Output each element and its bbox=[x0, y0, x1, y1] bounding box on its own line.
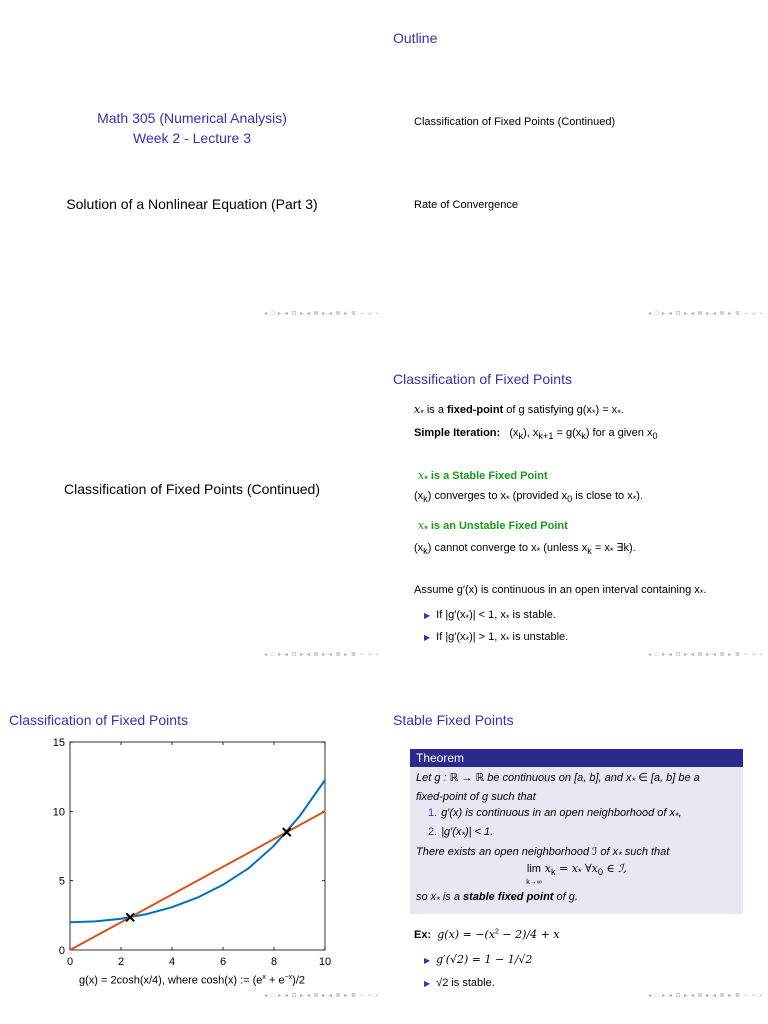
fixed-point-definition: $x_*$ is a fixed-point of g satisfying $g(x_*) = x_*$. bbox=[414, 403, 624, 419]
plot-frame bbox=[70, 742, 325, 950]
theorem-item-1: 1. g′(x) is continuous in an open neighborhood of $x_*$, bbox=[428, 807, 682, 822]
simple-iteration: Simple Iteration: $(x_k)$, $x_{k+1} = g(x_k)$ for a given $x_0$ bbox=[414, 427, 658, 442]
theorem-block bbox=[410, 749, 743, 914]
bullet-icon: ▶ bbox=[424, 956, 431, 965]
stable-criterion: ▶ If $|g'(x_*)| < 1$, $x_*$ is stable. bbox=[424, 609, 556, 624]
bullet-icon: ▶ bbox=[424, 611, 431, 620]
x-tick-label: 0 bbox=[66, 956, 74, 968]
y-tick-label: 10 bbox=[52, 806, 65, 819]
theorem-item-2: 2. $|g'(x_*)| < 1$. bbox=[428, 826, 494, 841]
section-title: Classification of Fixed Points (Continued) bbox=[63, 481, 320, 497]
unstable-description: $(x_k)$ cannot converge to $x_*$ (unless $x_k = x_*$ ∃k). bbox=[414, 542, 636, 557]
slide-classification bbox=[384, 341, 768, 682]
frame-title: Outline bbox=[393, 30, 438, 46]
y-tick-label: 15 bbox=[52, 737, 65, 749]
lecture-label: Week 2 - Lecture 3 bbox=[132, 130, 252, 146]
theorem-line: fixed-point of g such that bbox=[416, 791, 536, 804]
stable-description: $(x_k)$ converges to $x_*$ (provided $x_0$ is close to $x_*$). bbox=[414, 490, 644, 505]
beamer-nav[interactable]: ◂ □ ▸ ◂ ⊡ ▸ ◂ ≣ ▸ ◂ ≣ ▸ ≣ ∽ ⌐ ⌐ bbox=[264, 652, 380, 658]
slide-plot bbox=[0, 682, 384, 1023]
frame-title: Classification of Fixed Points bbox=[393, 371, 572, 387]
example-line: Ex: $g(x) = -(x^2 - 2)/4 + x$ bbox=[414, 928, 560, 941]
beamer-nav[interactable]: ◂ □ ▸ ◂ ⊡ ▸ ◂ ≣ ▸ ◂ ≣ ▸ ≣ ∽ ⌐ ⌐ bbox=[264, 993, 380, 999]
beamer-nav[interactable]: ◂ □ ▸ ◂ ⊡ ▸ ◂ ≣ ▸ ◂ ≣ ▸ ≣ ∽ ⌐ ⌐ bbox=[648, 993, 764, 999]
slide-section bbox=[0, 341, 384, 682]
theorem-header: Theorem bbox=[410, 749, 743, 767]
x-tick-label: 2 bbox=[117, 956, 125, 968]
y-tick-label: 5 bbox=[58, 875, 65, 888]
unstable-criterion: ▶ If $|g'(x_*)| > 1$, $x_*$ is unstable. bbox=[424, 631, 569, 646]
theorem-limit: lim k→∞ $x_k = x_*$ $\forall x_0$ ∈ ℐ, bbox=[526, 861, 627, 886]
y-tick-label: 0 bbox=[58, 945, 65, 957]
theorem-body bbox=[410, 767, 743, 914]
beamer-nav[interactable]: ◂ □ ▸ ◂ ⊡ ▸ ◂ ≣ ▸ ◂ ≣ ▸ ≣ ∽ ⌐ ⌐ bbox=[264, 311, 380, 317]
frame-title: Classification of Fixed Points bbox=[9, 712, 188, 728]
outline-item-1[interactable]: Classification of Fixed Points (Continued) bbox=[414, 116, 616, 128]
slide-stable-fixed-points bbox=[384, 682, 768, 1023]
bullet-icon: ▶ bbox=[424, 633, 431, 642]
x-tick-label: 10 bbox=[318, 956, 332, 968]
theorem-line: There exists an open neighborhood ℐ of $x_*$ such that bbox=[416, 845, 670, 860]
bullet-icon: ▶ bbox=[424, 979, 431, 988]
example-bullet-1: ▶ g′(√2) = 1 − 1/√2 bbox=[424, 953, 533, 966]
x-tick-label: 6 bbox=[219, 956, 227, 968]
example-bullet-2: ▶ √2 is stable. bbox=[424, 977, 495, 989]
outline-item-2[interactable]: Rate of Convergence bbox=[414, 199, 518, 211]
theorem-line: Let g : ℝ → ℝ be continuous on [a, b], and $x_*$ ∈ [a, b] be a bbox=[416, 772, 700, 787]
stable-heading: $x_*$ is a Stable Fixed Point bbox=[418, 469, 548, 485]
beamer-nav[interactable]: ◂ □ ▸ ◂ ⊡ ▸ ◂ ≣ ▸ ◂ ≣ ▸ ≣ ∽ ⌐ ⌐ bbox=[648, 652, 764, 658]
slide-title bbox=[0, 0, 384, 341]
beamer-nav[interactable]: ◂ □ ▸ ◂ ⊡ ▸ ◂ ≣ ▸ ◂ ≣ ▸ ≣ ∽ ⌐ ⌐ bbox=[648, 311, 764, 317]
assumption: Assume g′(x) is continuous in an open interval containing $x_*$. bbox=[414, 584, 707, 599]
plot-caption: g(x) = 2cosh(x/4), where cosh(x) := $(e^x + e^{-x})/2$ bbox=[79, 974, 305, 987]
course-title: Math 305 (Numerical Analysis) bbox=[97, 110, 287, 126]
slide-outline bbox=[384, 0, 768, 341]
unstable-heading: $x_*$ is an Unstable Fixed Point bbox=[418, 519, 568, 535]
slide-subtitle: Solution of a Nonlinear Equation (Part 3) bbox=[66, 196, 318, 212]
frame-title: Stable Fixed Points bbox=[393, 712, 514, 728]
x-tick-label: 4 bbox=[168, 956, 176, 968]
x-tick-label: 8 bbox=[270, 956, 278, 968]
theorem-line: so $x_*$ is a stable fixed point of g. bbox=[416, 890, 578, 905]
